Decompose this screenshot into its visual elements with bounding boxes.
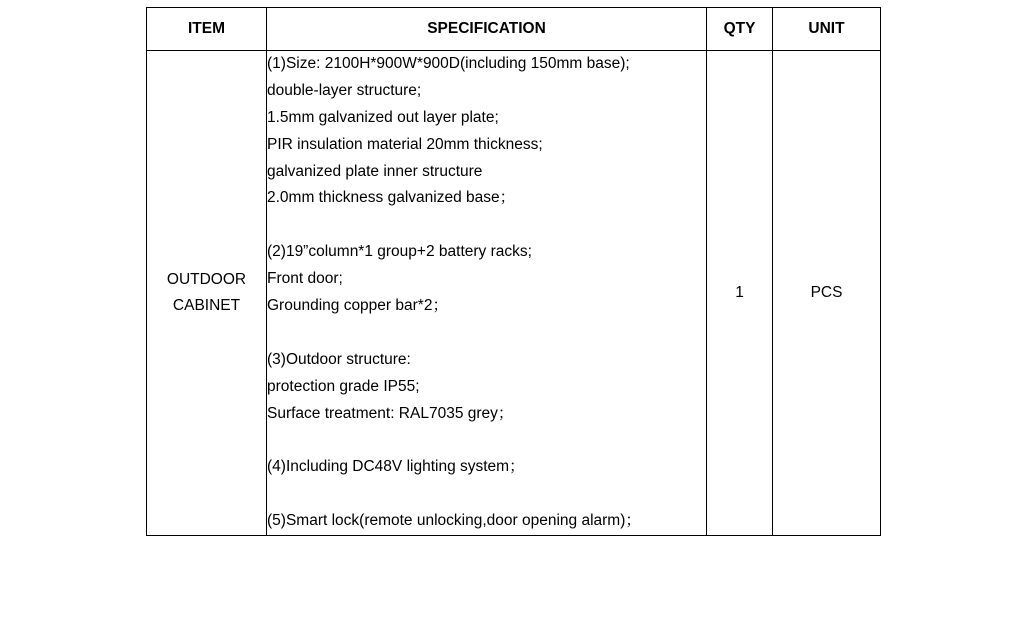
item-cell <box>147 51 267 536</box>
spec-line: 1.5mm galvanized out layer plate; <box>267 108 499 126</box>
item-name-line: CABINET <box>172 297 241 315</box>
unit-cell: PCS <box>773 51 881 536</box>
header-unit: UNIT <box>773 8 881 51</box>
specification-table <box>146 7 881 536</box>
spec-line: (3)Outdoor structure: <box>267 350 411 368</box>
spec-line: (5)Smart lock(remote unlocking,door opening alarm)； <box>267 512 641 530</box>
spec-blank-line <box>267 212 706 239</box>
spec-line: galvanized plate inner structure <box>267 162 483 180</box>
table-row <box>147 51 881 536</box>
specification-cell <box>267 51 707 536</box>
spec-line: double-layer structure; <box>267 81 422 99</box>
spec-line: protection grade IP55; <box>267 377 420 395</box>
spec-line: (2)19”column*1 group+2 battery racks; <box>267 243 532 261</box>
spec-line: Surface treatment: RAL7035 grey； <box>267 404 514 422</box>
spec-line: PIR insulation material 20mm thickness; <box>267 135 543 153</box>
item-name-line: OUTDOOR <box>166 271 247 289</box>
header-qty: QTY <box>707 8 773 51</box>
qty-cell: 1 <box>707 51 773 536</box>
spec-line: (4)Including DC48V lighting system； <box>267 458 525 476</box>
spec-line: Front door; <box>267 270 343 288</box>
spec-line: (1)Size: 2100H*900W*900D(including 150mm base); <box>267 55 630 72</box>
spec-blank-line <box>267 481 706 508</box>
spec-line: 2.0mm thickness galvanized base； <box>267 189 516 207</box>
header-specification: SPECIFICATION <box>267 8 707 51</box>
spec-blank-line <box>267 427 706 454</box>
header-item: ITEM <box>147 8 267 51</box>
header-row <box>147 8 881 51</box>
spec-blank-line <box>267 320 706 347</box>
spec-line: Grounding copper bar*2； <box>267 297 448 315</box>
